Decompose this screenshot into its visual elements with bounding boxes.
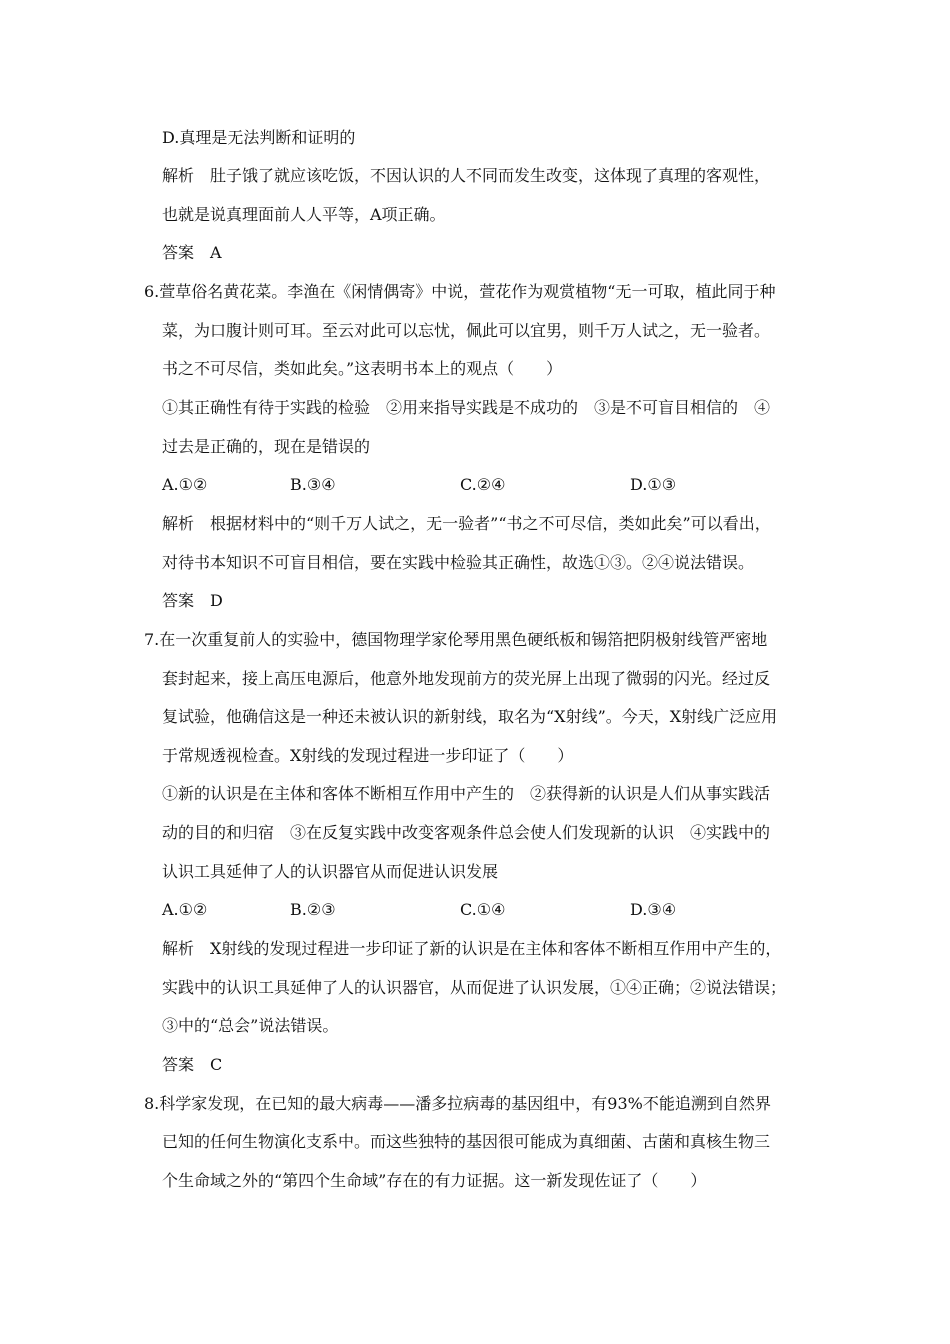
q6-stem-line-1: 6.萱草俗名黄花菜。李渔在《闲情偶寄》中说，萱花作为观赏植物“无一可取，植此同于种 [144, 282, 776, 301]
q8-stem-line-3: 个生命域之外的“第四个生命域”存在的有力证据。这一新发现佐证了（ ） [162, 1171, 707, 1190]
q7-stem-line-1: 7.在一次重复前人的实验中，德国物理学家伦琴用黑色硬纸板和锡箔把阴极射线管严密地 [144, 630, 768, 649]
q8-stem-line-1: 8.科学家发现，在已知的最大病毒——潘多拉病毒的基因组中，有93%不能追溯到自然界 [144, 1094, 771, 1113]
q6-option-a: A.①② [162, 475, 208, 494]
q8-stem-line-2: 已知的任何生物演化支系中。而这些独特的基因很可能成为真细菌、古菌和真核生物三 [162, 1132, 771, 1151]
q7-option-c: C.①④ [460, 900, 506, 919]
q7-items-line-3: 认识工具延伸了人的认识器官从而促进认识发展 [162, 862, 499, 881]
q6-option-d: D.①③ [630, 475, 677, 494]
q5-answer: 答案 A [162, 243, 222, 262]
q6-option-c: C.②④ [460, 475, 506, 494]
q7-analysis-line-3: ③中的“总会”说法错误。 [162, 1016, 339, 1035]
q5-option-d: D.真理是无法判断和证明的 [162, 128, 356, 147]
q7-items-line-1: ①新的认识是在主体和客体不断相互作用中产生的 ②获得新的认识是人们从事实践活 [162, 784, 771, 803]
q6-items-line-1: ①其正确性有待于实践的检验 ②用来指导实践是不成功的 ③是不可盲目相信的 ④ [162, 398, 771, 417]
q6-items-line-2: 过去是正确的，现在是错误的 [162, 437, 371, 456]
q7-stem-line-2: 套封起来，接上高压电源后，他意外地发现前方的荧光屏上出现了微弱的闪光。经过反 [162, 669, 771, 688]
q7-items-line-2: 动的目的和归宿 ③在反复实践中改变客观条件总会使人们发现新的认识 ④实践中的 [162, 823, 771, 842]
q7-stem-line-4: 于常规透视检查。X射线的发现过程进一步印证了（ ） [162, 746, 574, 765]
q7-option-a: A.①② [162, 900, 208, 919]
q7-answer: 答案 C [162, 1055, 223, 1074]
q6-option-b: B.③④ [290, 475, 336, 494]
q7-analysis-line-2: 实践中的认识工具延伸了人的认识器官，从而促进了认识发展，①④正确；②说法错误； [162, 978, 787, 997]
q6-stem-line-2: 菜，为口腹计则可耳。至云对此可以忘忧，佩此可以宜男，则千万人试之，无一验者。 [162, 321, 771, 340]
q6-answer: 答案 D [162, 591, 223, 610]
q6-analysis-line-1: 解析 根据材料中的“则千万人试之，无一验者”“书之不可尽信，类如此矣”可以看出， [162, 514, 771, 533]
q7-option-d: D.③④ [630, 900, 677, 919]
q6-stem-line-3: 书之不可尽信，类如此矣。”这表明书本上的观点（ ） [162, 359, 563, 378]
q5-analysis-line-1: 解析 肚子饿了就应该吃饭，不因认识的人不同而发生改变，这体现了真理的客观性， [162, 166, 771, 185]
q5-analysis-line-2: 也就是说真理面前人人平等，A项正确。 [162, 205, 446, 224]
q7-analysis-line-1: 解析 X射线的发现过程进一步印证了新的认识是在主体和客体不断相互作用中产生的， [162, 939, 782, 958]
q7-option-b: B.②③ [290, 900, 336, 919]
q6-analysis-line-2: 对待书本知识不可盲目相信，要在实践中检验其正确性，故选①③。②④说法错误。 [162, 553, 755, 572]
q7-stem-line-3: 复试验，他确信这是一种还未被认识的新射线，取名为“X射线”。今天，X射线广泛应用 [162, 707, 778, 726]
